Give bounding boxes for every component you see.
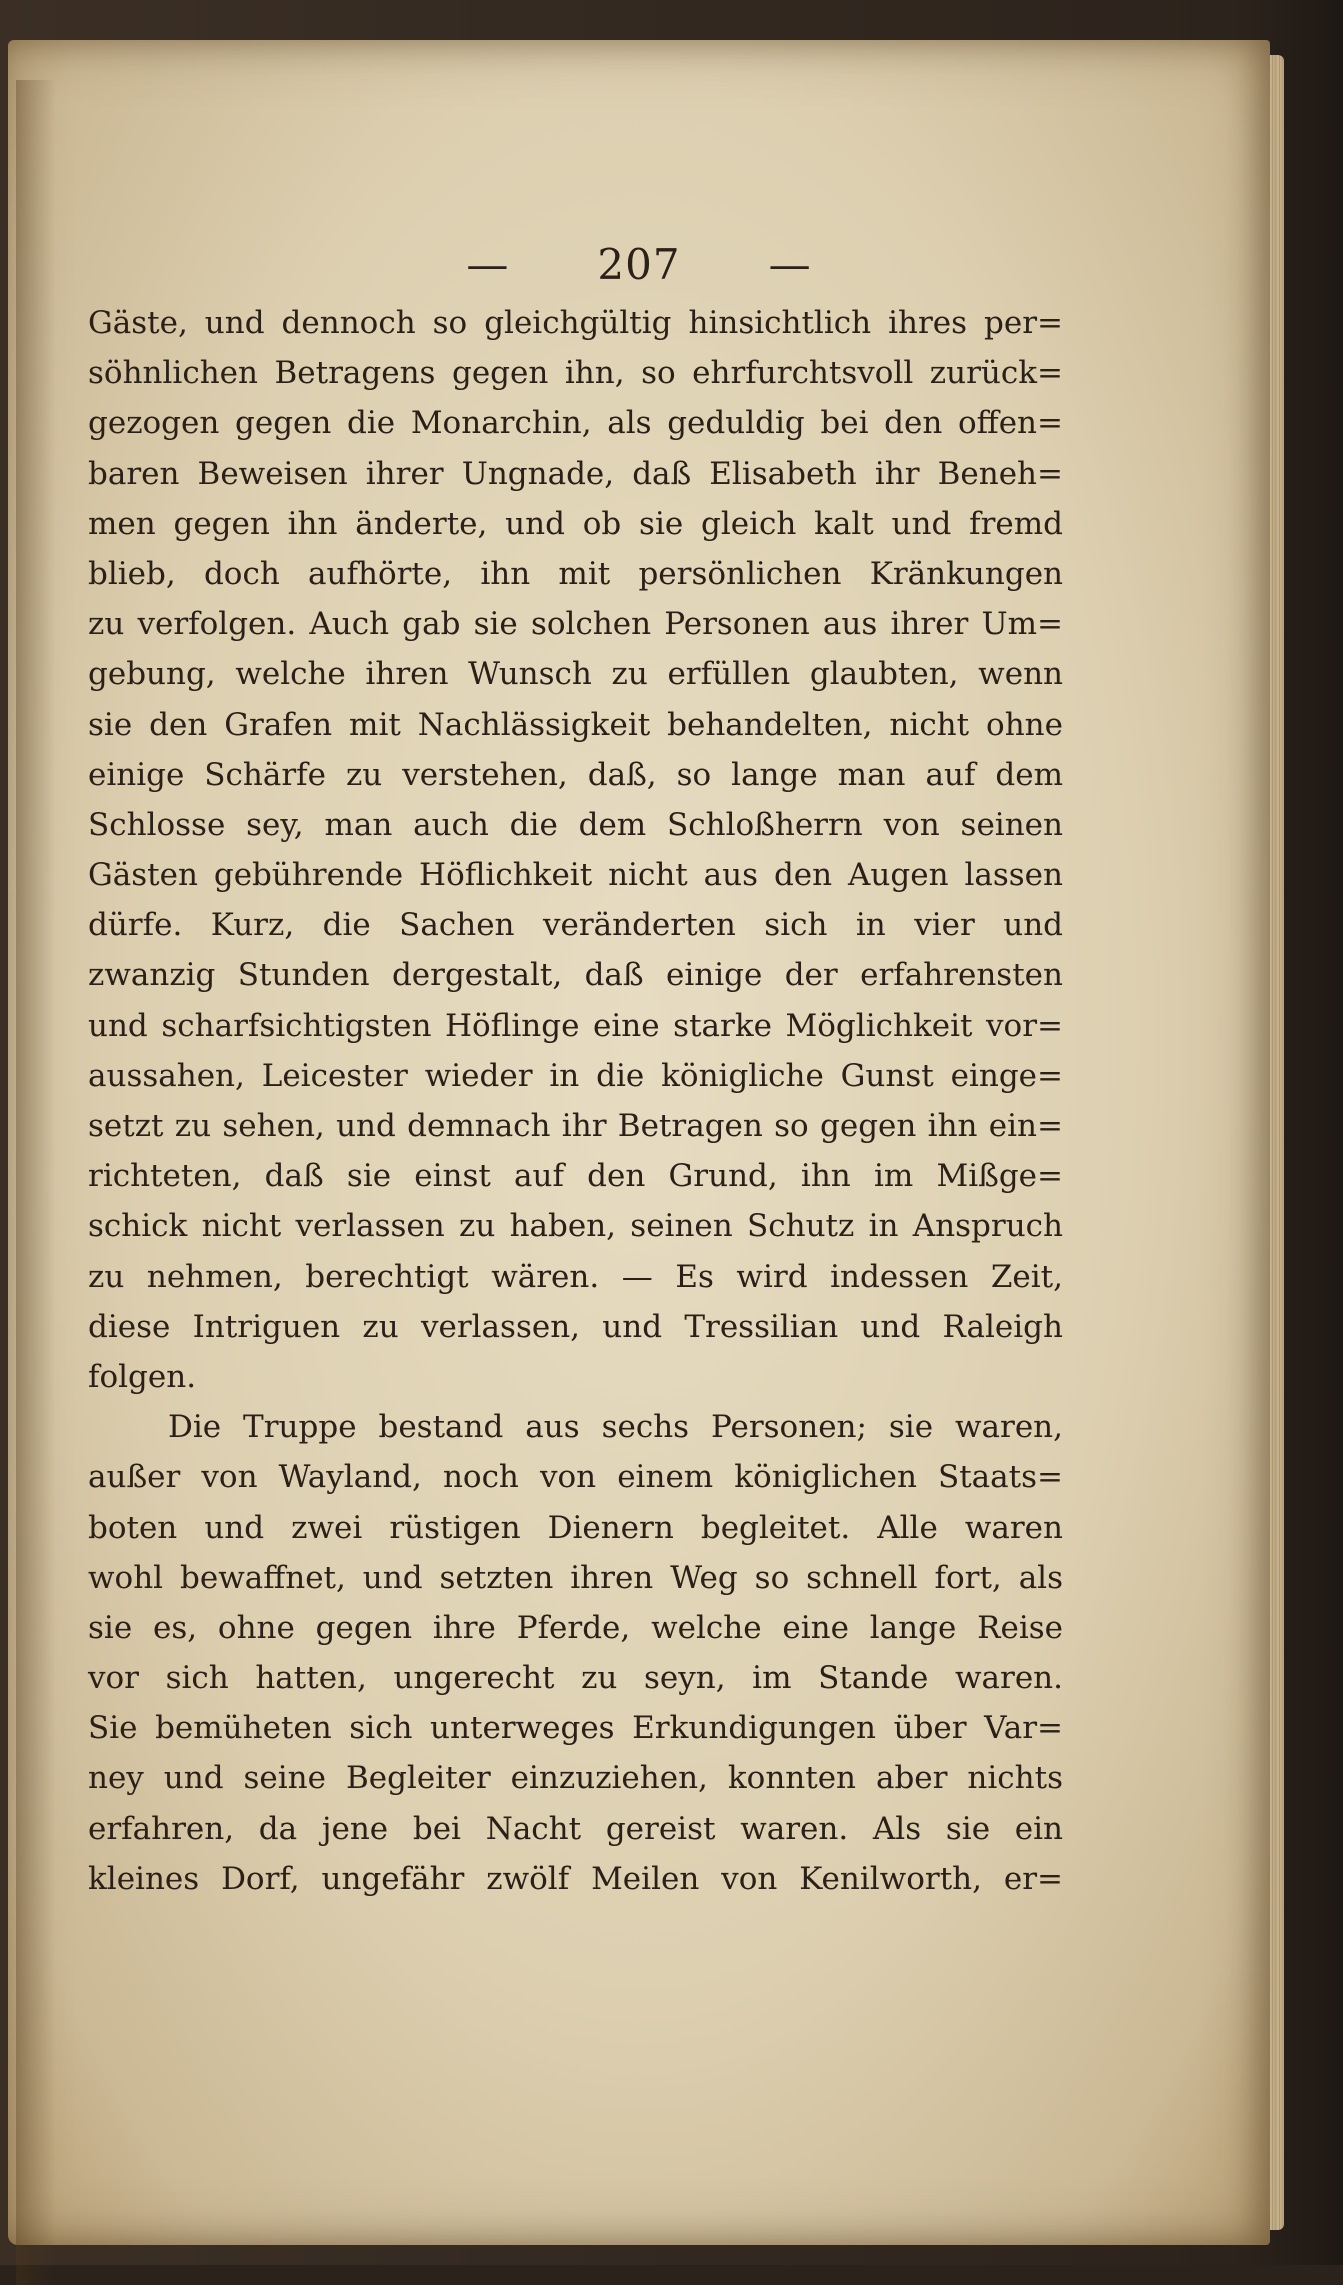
- text-line: Gäste, und dennoch so gleichgültig hinsichtlich ihres per=: [88, 305, 1063, 341]
- text-line: Schlosse sey, man auch die dem Schloßherrn von seinen: [88, 806, 1063, 843]
- text-line: dürfe. Kurz, die Sachen veränderten sich in vier und: [88, 907, 1063, 944]
- paragraph-1: [88, 298, 1063, 1402]
- text-line: söhnlichen Betragens gegen ihn, so ehrfurchtsvoll zurück=: [88, 355, 1063, 392]
- text-line: Die Truppe bestand aus sechs Personen; sie waren,: [168, 1409, 1063, 1446]
- text-line: zu nehmen, berechtigt wären. — Es wird indessen Zeit,: [88, 1258, 1063, 1295]
- text-line: außer von Wayland, noch von einem königlichen Staats=: [88, 1459, 1063, 1496]
- text-line: und scharfsichtigsten Höflinge eine starke Möglichkeit vor=: [88, 1007, 1063, 1044]
- text-line: blieb, doch aufhörte, ihn mit persönlichen Kränkungen: [88, 555, 1063, 592]
- text-line: diese Intriguen zu verlassen, und Tressilian und Raleigh: [88, 1308, 1063, 1345]
- text-line: folgen.: [88, 1358, 197, 1395]
- text-line: richteten, daß sie einst auf den Grund, ihn im Mißge=: [88, 1158, 1063, 1195]
- text-line: ney und seine Begleiter einzuziehen, konnten aber nichts: [88, 1760, 1063, 1797]
- book-page: [8, 40, 1270, 2245]
- page-header: [8, 240, 1270, 289]
- text-line: sie es, ohne gegen ihre Pferde, welche eine lange Reise: [88, 1609, 1063, 1646]
- text-line: wohl bewaffnet, und setzten ihren Weg so schnell fort, als: [88, 1559, 1063, 1596]
- text-line: setzt zu sehen, und demnach ihr Betragen so gegen ihn ein=: [88, 1108, 1063, 1144]
- text-line: erfahren, da jene bei Nacht gereist waren. Als sie ein: [88, 1810, 1063, 1847]
- header-dash-right: —: [768, 240, 812, 289]
- page-number: 207: [597, 240, 681, 289]
- text-line: boten und zwei rüstigen Dienern begleitet. Alle waren: [88, 1509, 1063, 1546]
- text-line: baren Beweisen ihrer Ungnade, daß Elisabeth ihr Beneh=: [88, 455, 1063, 492]
- body-text: [88, 298, 1063, 1904]
- text-line: gezogen gegen die Monarchin, als geduldig bei den offen=: [88, 405, 1063, 442]
- text-line: vor sich hatten, ungerecht zu seyn, im Stande waren.: [88, 1660, 1063, 1697]
- text-line: zwanzig Stunden dergestalt, daß einige der erfahrensten: [88, 957, 1063, 994]
- text-line: Sie bemüheten sich unterweges Erkundigungen über Var=: [88, 1710, 1063, 1747]
- paragraph-2: [88, 1402, 1063, 1904]
- text-line: sie den Grafen mit Nachlässigkeit behandelten, nicht ohne: [88, 706, 1063, 743]
- text-line: gebung, welche ihren Wunsch zu erfüllen glaubten, wenn: [88, 656, 1063, 693]
- text-line: zu verfolgen. Auch gab sie solchen Personen aus ihrer Um=: [88, 606, 1063, 643]
- text-line: men gegen ihn änderte, und ob sie gleich kalt und fremd: [88, 505, 1063, 542]
- header-dash-left: —: [466, 240, 510, 289]
- text-line: aussahen, Leicester wieder in die königliche Gunst einge=: [88, 1057, 1063, 1094]
- text-line: schick nicht verlassen zu haben, seinen Schutz in Anspruch: [88, 1208, 1063, 1245]
- text-line: einige Schärfe zu verstehen, daß, so lange man auf dem: [88, 756, 1063, 793]
- spine-shadow: [16, 80, 56, 2285]
- text-line: kleines Dorf, ungefähr zwölf Meilen von Kenilworth, er=: [88, 1860, 1063, 1897]
- text-line: Gästen gebührende Höflichkeit nicht aus den Augen lassen: [88, 857, 1063, 894]
